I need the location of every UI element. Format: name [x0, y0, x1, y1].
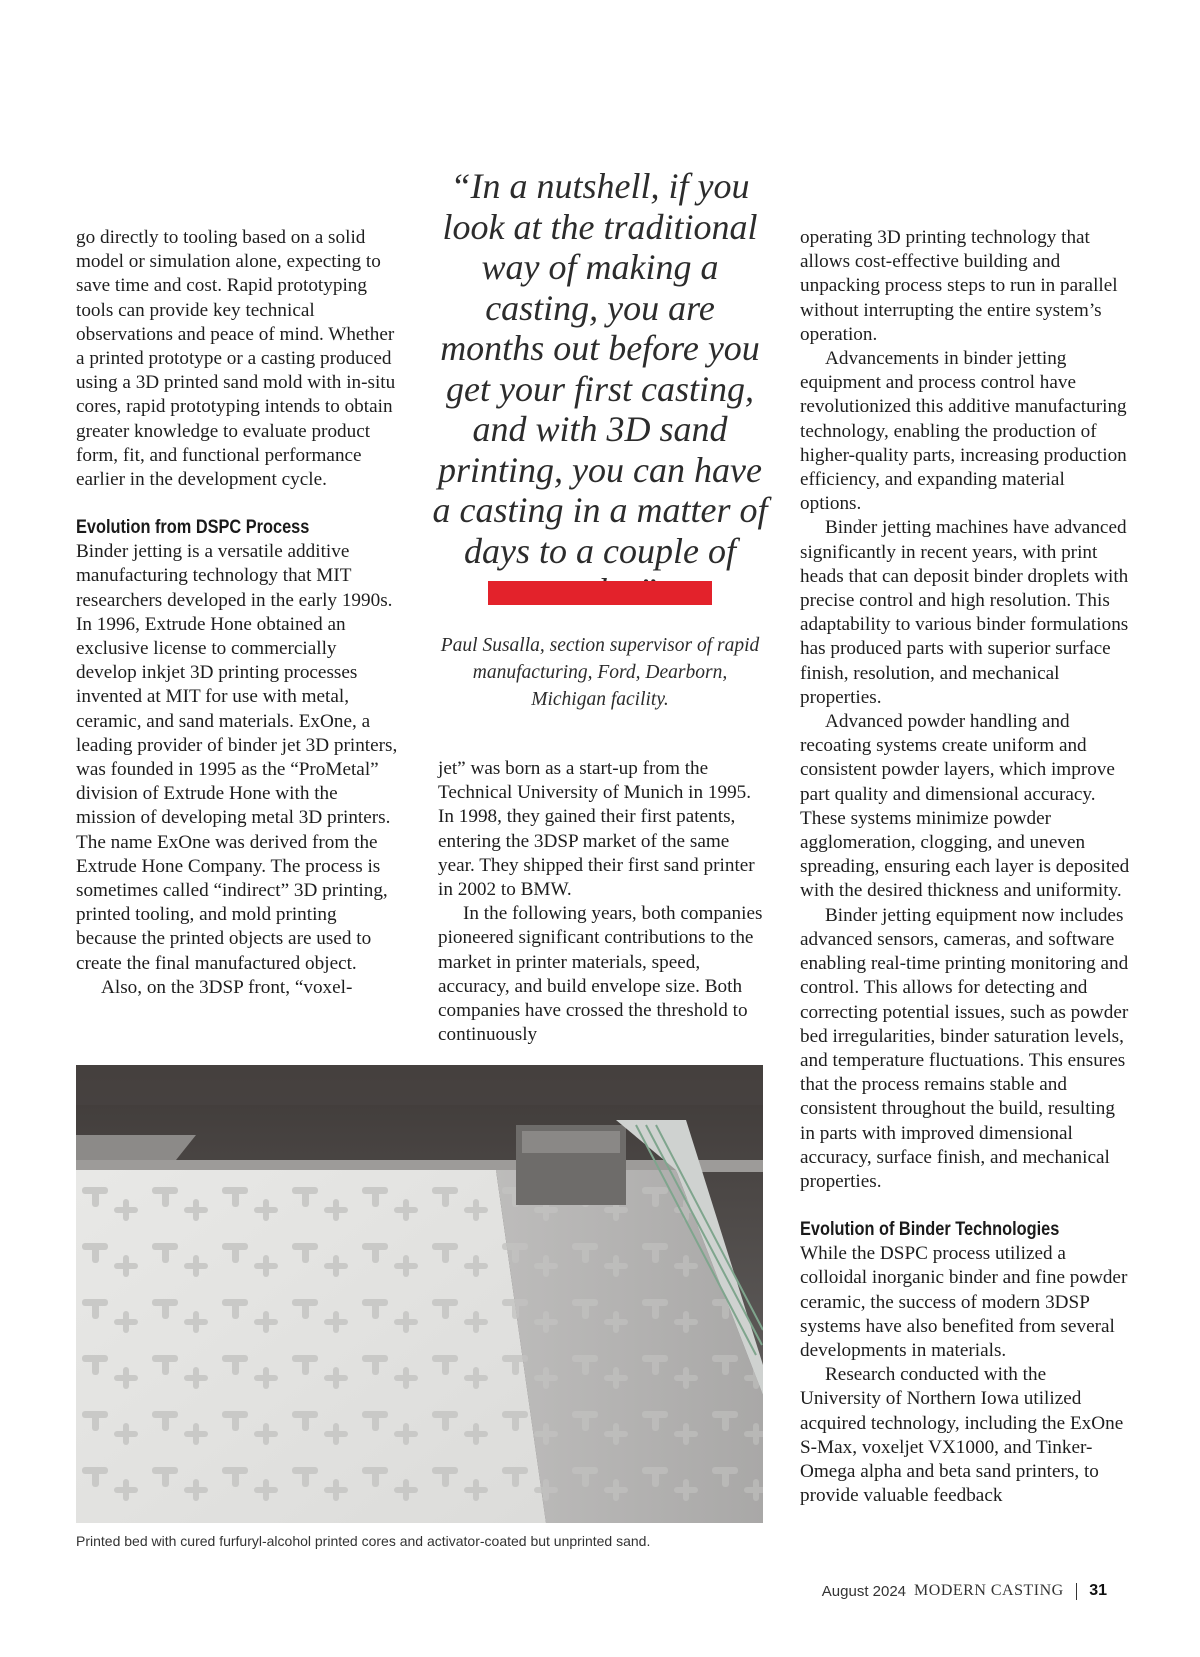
body-paragraph: Binder jetting equipment now includes advanced sensors, cameras, and software enabling real-time printing monitoring and control. This allows for detecting and correcting potential issues, such as powder bed irregularities, binder saturation levels, and temperature fluctuations. This ensures that the process remains stable and consistent throughout the build, resulting in parts with improved dimensional accuracy, surface finish, and mechanical properties. [800, 904, 1129, 1192]
article-column-1 [76, 226, 399, 1000]
accent-bar [488, 581, 712, 605]
body-paragraph: Binder jetting is a versatile additive manufacturing technology that MIT researchers developed in the early 1990s. In 1996, Extrude Hone obtained an exclusive license to commercially develop inkjet 3D printing processes invented at MIT for use with metal, ceramic, and sand materials. ExOne, a leading provider of binder jet 3D printers, was founded in 1995 as the “ProMetal” division of Extrude Hone with the mission of developing metal 3D printers. The name ExOne was derived from the Extrude Hone Company. The process is sometimes called “indirect” 3D printing, printed tooling, and mold printing because the printed objects are used to create the final manufactured object. [76, 541, 398, 974]
body-paragraph: operating 3D printing technology that allows cost-effective building and unpacking process steps to run in parallel without interrupting the entire system’s operation. [800, 227, 1118, 345]
body-paragraph: Also, on the 3DSP front, “voxel- [101, 976, 353, 998]
body-paragraph: Research conducted with the University of Northern Iowa utilized acquired technology, including the ExOne S-Max, voxeljet VX1000, and Tinker-Omega alpha and beta sand printers, to provide valuable feedback [800, 1364, 1124, 1507]
footer-divider [1076, 1583, 1078, 1600]
body-paragraph: While the DSPC process utilized a colloidal inorganic binder and fine powder ceramic, the success of modern 3DSP systems have also benefited from several developments in materials. [800, 1243, 1128, 1361]
body-paragraph: In the following years, both companies pioneered significant contributions to the market in printer materials, speed, accuracy, and build envelope size. Both companies have crossed the threshold to continuously [438, 903, 763, 1046]
page-number: 31 [1089, 1582, 1107, 1599]
article-column-3 [800, 226, 1130, 1508]
magazine-name: MODERN CASTING [914, 1582, 1064, 1599]
body-paragraph: go directly to tooling based on a solid model or simulation alone, expecting to save time and cost. Rapid prototyping tools can provide key technical observations and peace of mind. Whether a printed prototype or a casting produced using a 3D printed sand mold with in-situ cores, rapid prototyping intends to obtain greater knowledge to evaluate product form, fit, and functional performance earlier in the development cycle. [76, 227, 396, 491]
issue-date: August 2024 [821, 1582, 907, 1600]
body-paragraph: Binder jetting machines have advanced significantly in recent years, with print heads that can deposit binder droplets with precise control and high resolution. This adaptability to various binder formulations has produced parts with superior surface finish, resolution, and mechanical properties. [800, 517, 1129, 708]
quote-attribution [440, 632, 760, 713]
pull-quote [430, 166, 770, 612]
body-paragraph: Advancements in binder jetting equipment and process control have revolutionized this additive manufacturing technology, enabling the production of higher-quality parts, increasing production efficiency, and expanding material options. [800, 348, 1127, 515]
page-footer [822, 1582, 1107, 1600]
section-heading: Evolution from DSPC Process [76, 517, 310, 539]
article-column-2 [438, 757, 763, 1047]
body-paragraph: Advanced powder handling and recoating systems create uniform and consistent powder layers, which improve part quality and dimensional accuracy. These systems minimize powder agglomeration, clogging, and uneven spreading, ensuring each layer is deposited with the desired thickness and uniformity. [800, 711, 1130, 902]
attribution-text: Paul Susalla, section supervisor of rapid manufacturing, Ford, Dearborn, Michigan facility. [440, 635, 760, 710]
body-paragraph: jet” was born as a start-up from the Technical University of Munich in 1995. In 1998, they gained their first patents, entering the 3DSP market of the same year. They shipped their first sand printer in 2002 to BMW. [438, 758, 755, 901]
printed-bed-photo [76, 1065, 763, 1523]
pull-quote-text: “In a nutshell, if you look at the traditional way of making a casting, you are months out before you get your first casting, and with 3D sand printing, you can have a casting in a matter of days to a couple of [432, 166, 768, 571]
section-heading: Evolution of Binder Technologies [800, 1219, 1060, 1241]
figure-caption: Printed bed with cured furfuryl-alcohol printed cores and activator-coated but unprinted sand. [76, 1533, 651, 1549]
